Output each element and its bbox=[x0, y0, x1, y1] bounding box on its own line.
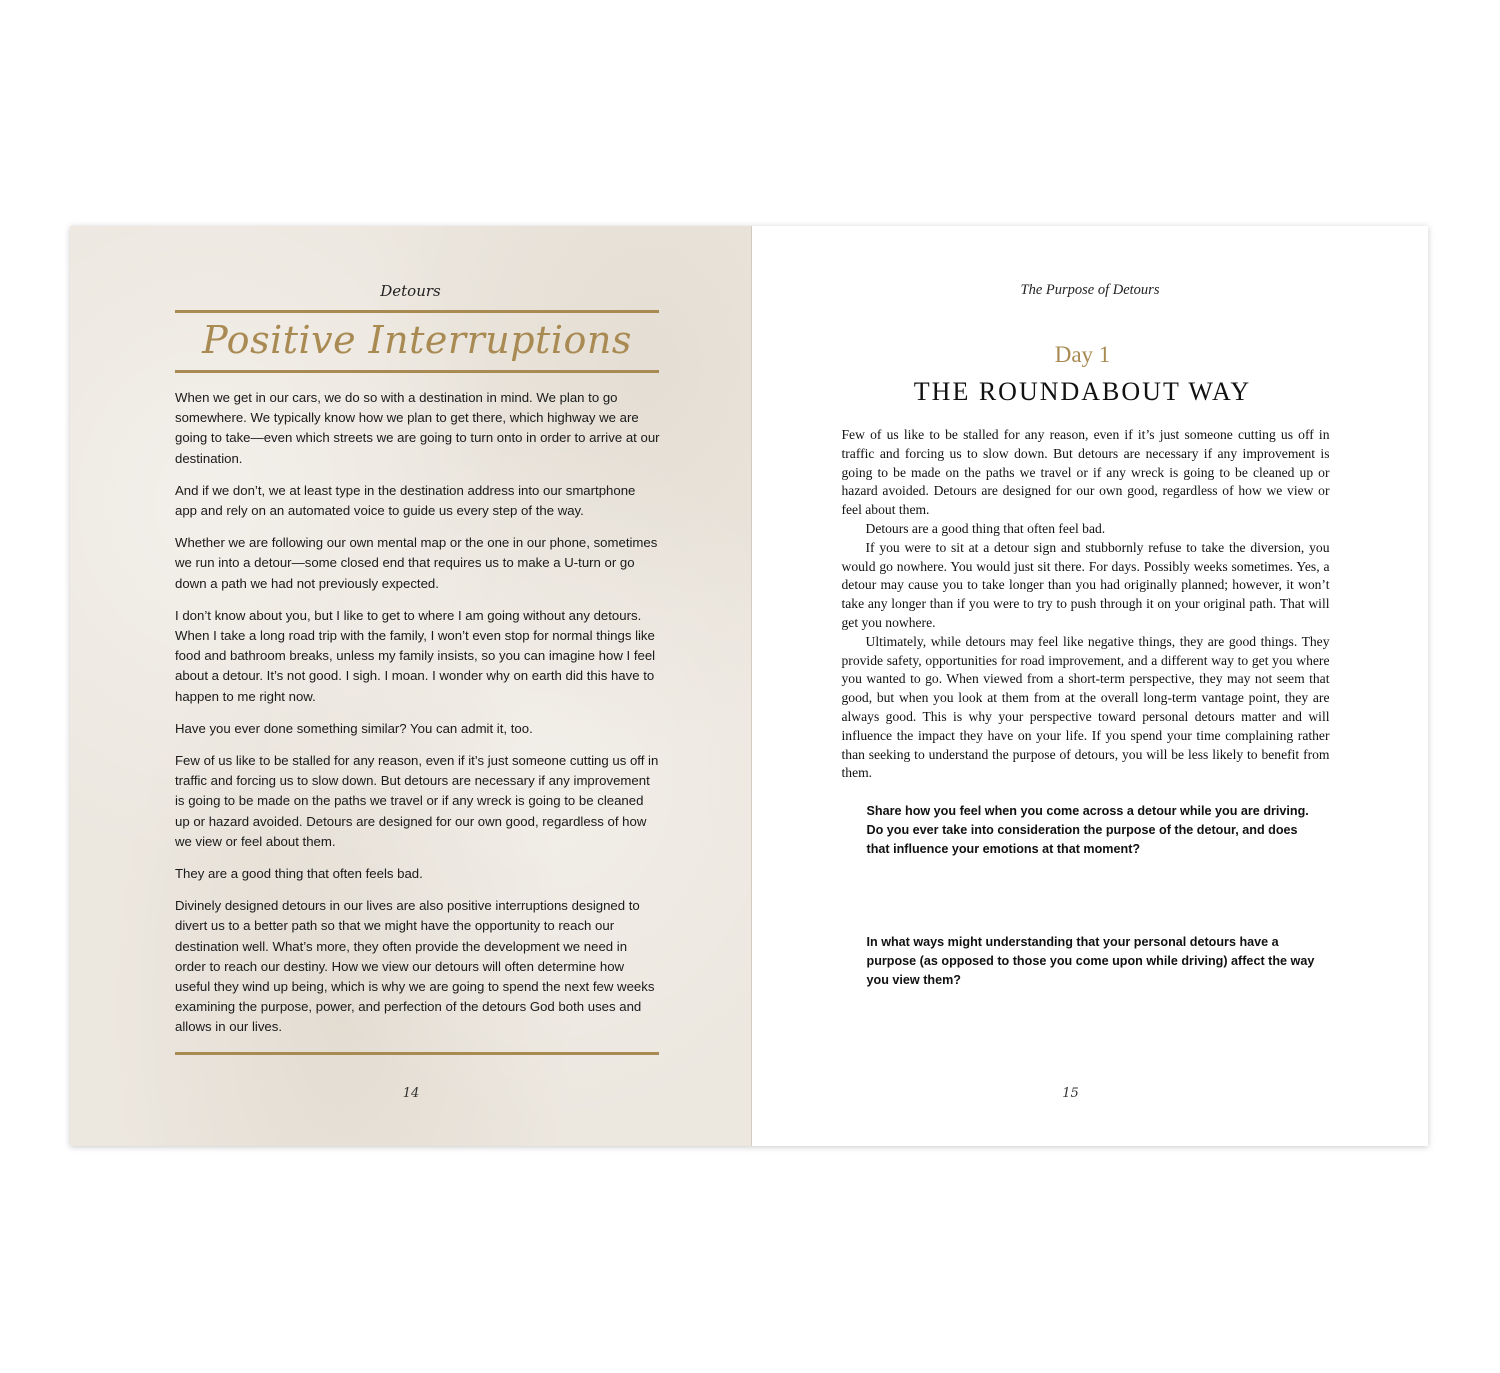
title-rule-top bbox=[175, 310, 659, 313]
paragraph: Divinely designed detours in our lives are also positive interruptions designed to divert us to a better path so that we might have the opportunity to reach our destination well. What’s more, they often provide the development we need in order to reach our destiny. How we view our detours will often determine how useful they wind up being, which is why we are going to spend the next few weeks examining the purpose, power, and perfection of the detours God both uses and allows in our lives. bbox=[175, 898, 655, 1035]
paragraph: Whether we are following our own mental map or the one in our phone, sometimes we run into a detour—some closed end that requires us to make a U-turn or go down a path we had not previously expected. bbox=[175, 535, 658, 591]
day-label: Day 1 bbox=[1054, 342, 1111, 367]
paragraph: And if we don’t, we at least type in the destination address into our smartphone app and rely on an automated voice to guide us every step of the way. bbox=[175, 482, 636, 519]
paragraph: Ultimately, while detours may feel like negative things, they are good things. They provide safety, opportunities for road improvement, and a different way to get you where you wanted to go. When viewed from a short-term perspective, they may not seem that good, but when you look at them from at the overall long-term vantage point, they are always good. This is why your perspective toward personal detours matter and will influence the impact they have on your life. If you spend your time complaining rather than seeking to understand the purpose of detours, you will be less likely to benefit from them. bbox=[841, 633, 1330, 781]
book-spread bbox=[70, 226, 1428, 1146]
running-head: Detours bbox=[380, 282, 441, 300]
day-title: THE ROUNDABOUT WAY bbox=[913, 377, 1252, 406]
page-number: 15 bbox=[1062, 1086, 1079, 1101]
chapter-title: Positive Interruptions bbox=[202, 318, 632, 362]
reflection-question: In what ways might understanding that your personal detours have a purpose (as opposed to those you come upon while driving) affect the way you view them? bbox=[866, 935, 1315, 987]
title-rule-bottom bbox=[175, 370, 659, 373]
body-rule-bottom bbox=[175, 1052, 659, 1055]
page-number: 14 bbox=[402, 1086, 420, 1101]
right-page bbox=[752, 226, 1429, 1146]
running-head: The Purpose of Detours bbox=[1020, 282, 1160, 298]
paragraph: Few of us like to be stalled for any reason, even if it’s just someone cutting us off in traffic and forcing us to slow down. But detours are necessary if any improvement is going to be made on the paths we travel or if any wreck is going to be cleaned up or hazard avoided. Detours are designed for our own good, regardless of how we view or feel about them. bbox=[175, 753, 659, 849]
paragraph: Few of us like to be stalled for any reason, even if it’s just someone cutting us off in traffic and forcing us to slow down. But detours are necessary if any improvement is going to be made on the paths we travel or if any wreck is going to be cleaned up or hazard avoided. Detours are designed for our own good, regardless of how we view or feel about them. bbox=[841, 427, 1330, 518]
paragraph: Detours are a good thing that often feel bad. bbox=[865, 520, 1106, 536]
right-body-text bbox=[842, 426, 1330, 783]
paragraph: If you were to sit at a detour sign and stubbornly refuse to take the diversion, you would go nowhere. You would just sit there. For days. Possibly weeks sometimes. Yes, a detour may cause you to take longer than you had originally planned; however, it won’t take any longer than if you were to try to push through it on your original path. That will get you nowhere. bbox=[841, 539, 1330, 630]
left-page bbox=[70, 226, 752, 1146]
reflection-question: Share how you feel when you come across a detour while you are driving. Do you ever take into consideration the purpose of the detour, and does that influence your emotions at that moment? bbox=[866, 804, 1309, 856]
paragraph: I don’t know about you, but I like to get to where I am going without any detours. When I take a long road trip with the family, I won’t even stop for normal things like food and bathroom breaks, unless my family insists, so you can imagine how I feel about a detour. It’s not good. I sigh. I moan. I wonder why on earth did this have to happen to me right now. bbox=[175, 607, 656, 704]
paragraph: Have you ever done something similar? You can admit it, too. bbox=[175, 720, 533, 736]
paragraph: They are a good thing that often feels bad. bbox=[175, 866, 423, 882]
paragraph: When we get in our cars, we do so with a destination in mind. We plan to go somewhere. We typically know how we plan to get there, which highway we are going to take—even which streets we are going to turn onto in order to arrive at our destination. bbox=[175, 390, 660, 466]
left-body-text bbox=[175, 388, 661, 1050]
